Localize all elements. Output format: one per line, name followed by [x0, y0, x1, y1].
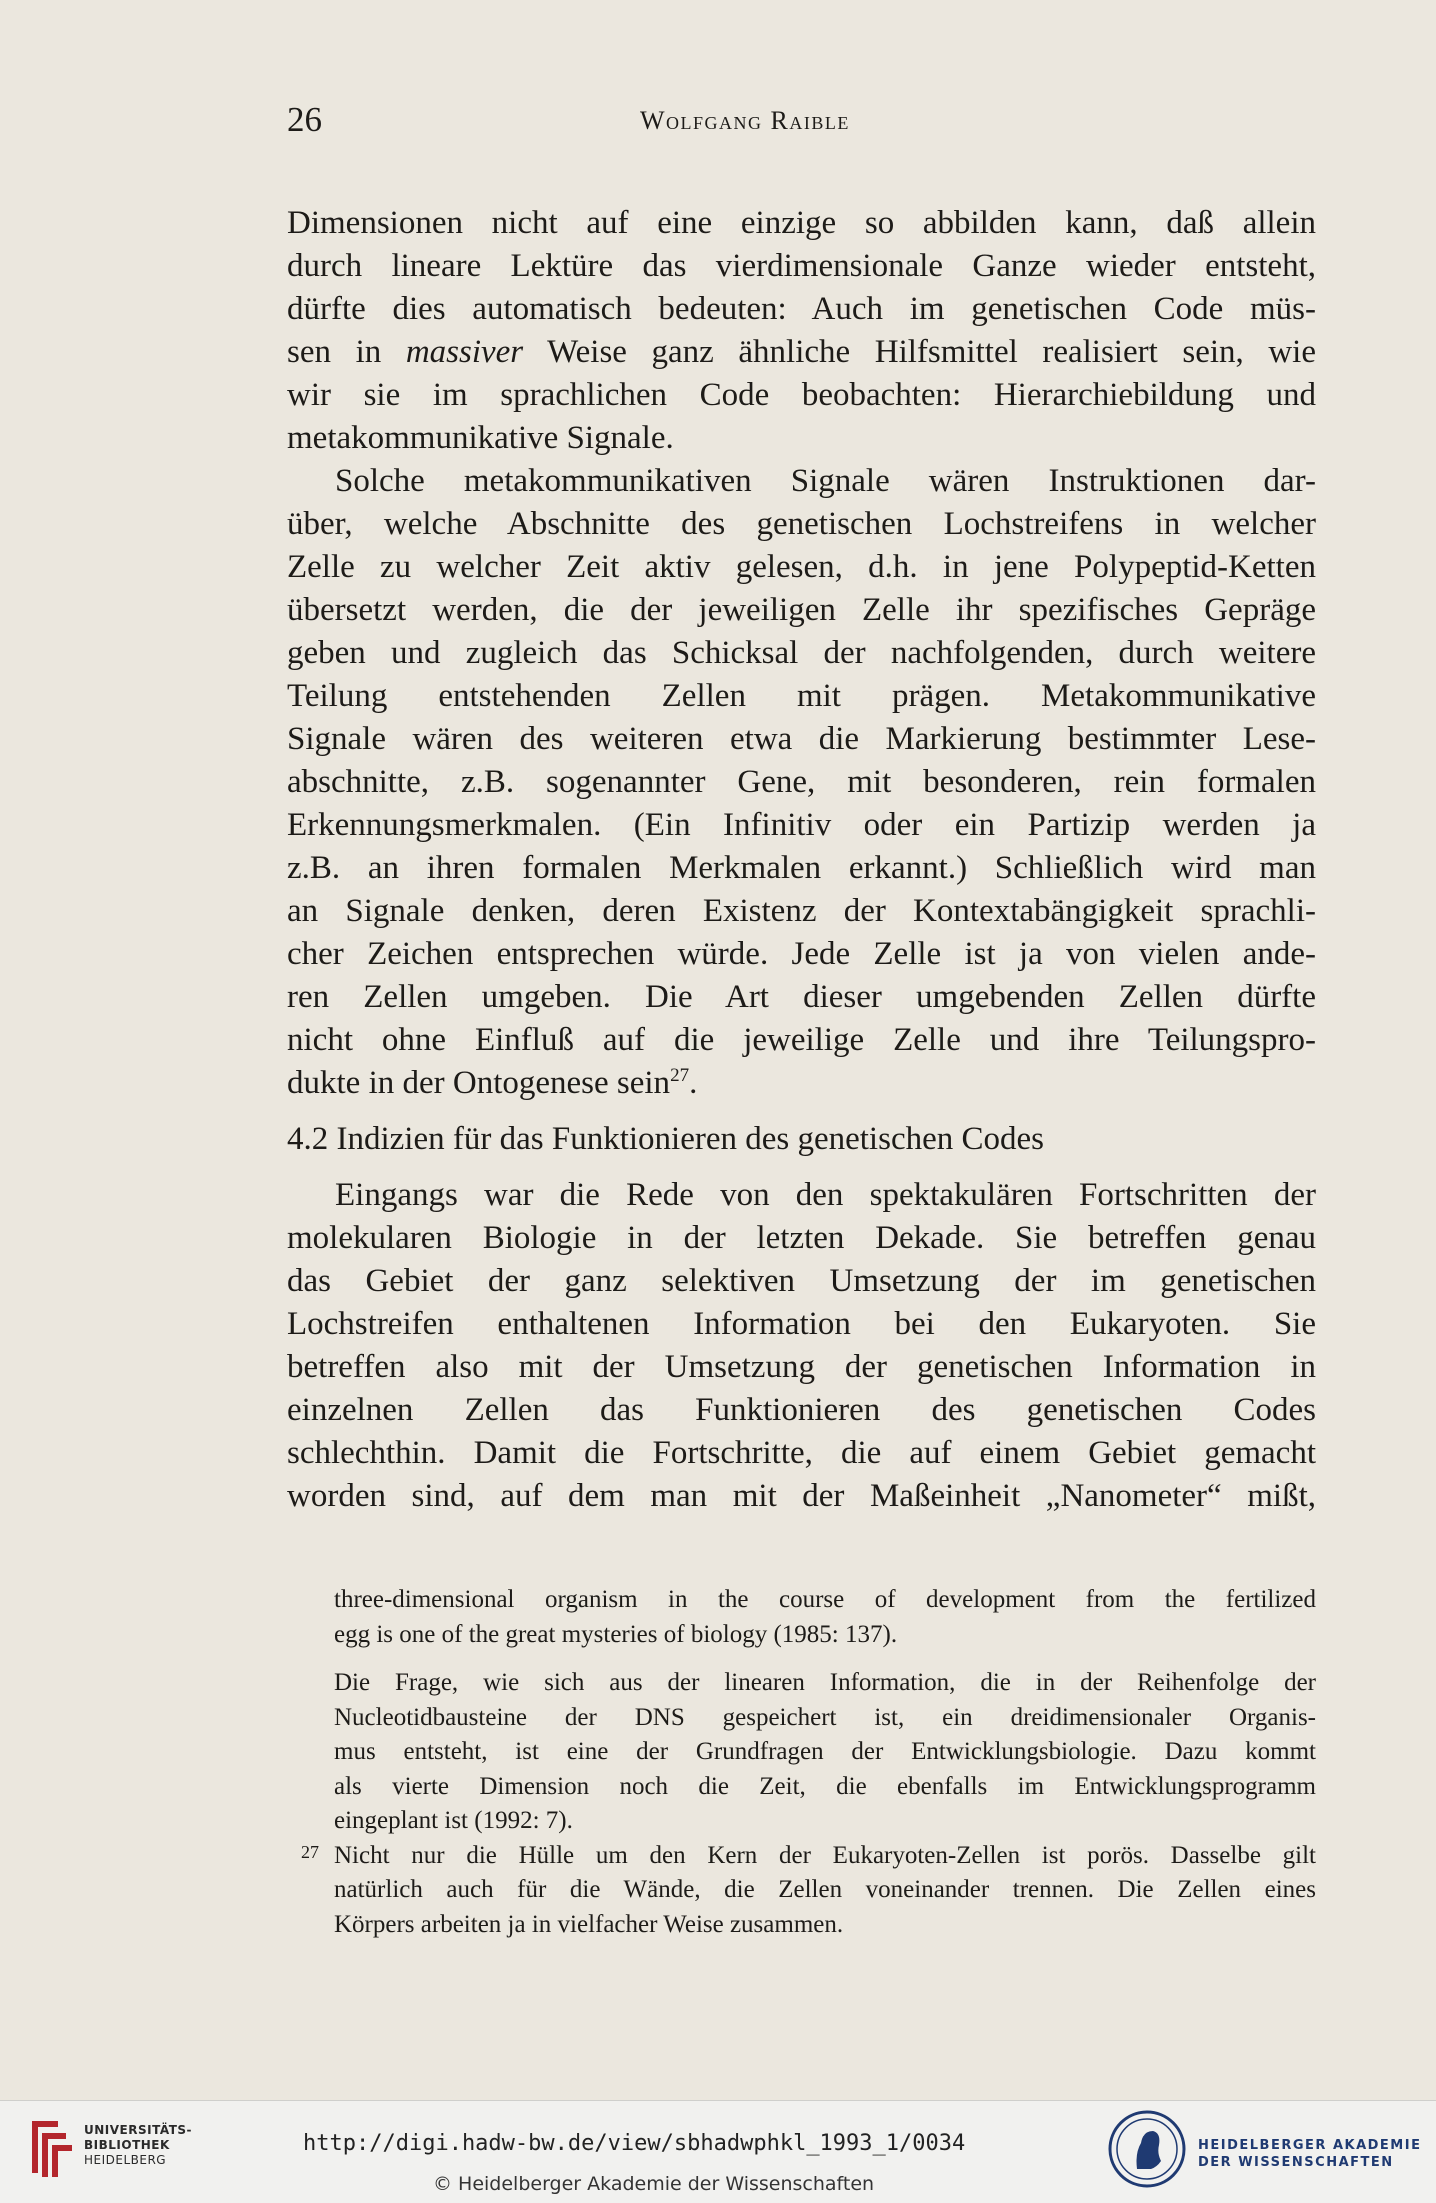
copyright-notice: © Heidelberger Akademie der Wissenschaften [433, 2173, 875, 2195]
permalink-url[interactable]: http://digi.hadw-bw.de/view/sbhadwphkl_1993_1/0034 [303, 2131, 966, 2156]
text-line: Teilung entstehenden Zellen mit prägen. Metakommunikative [287, 678, 1316, 714]
library-name-line: BIBLIOTHEK [84, 2138, 170, 2152]
text-line: ren Zellen umgeben. Die Art dieser umgebenden Zellen dürfte [287, 979, 1316, 1015]
academy-name-line: HEIDELBERGER AKADEMIE [1198, 2138, 1422, 2153]
text-line: übersetzt werden, die der jeweiligen Zelle ihr spezifisches Gepräge [287, 592, 1316, 628]
text-line: über, welche Abschnitte des genetischen Lochstreifens in welcher [287, 506, 1316, 542]
footnote-line: Die Frage, wie sich aus der linearen Information, die in der Reihenfolge der [334, 1669, 1316, 1696]
text-fragment: dukte in der Ontogenese sein [287, 1065, 671, 1101]
text-line [287, 1062, 1316, 1105]
page-header [287, 100, 1316, 150]
footnotes [287, 1583, 1316, 1942]
text-line: dürfte dies automatisch bedeuten: Auch im genetischen Code müs- [287, 291, 1316, 327]
text-line: betreffen also mit der Umsetzung der genetischen Information in [287, 1349, 1316, 1385]
text-line [287, 331, 1316, 374]
footnote-line: Nicht nur die Hülle um den Kern der Eukaryoten-Zellen ist porös. Dasselbe gilt [334, 1841, 1316, 1869]
library-name-line: HEIDELBERG [84, 2153, 167, 2167]
library-name-line: UNIVERSITÄTS- [84, 2123, 193, 2137]
text-line: cher Zeichen entsprechen würde. Jede Zelle ist ja von vielen ande- [287, 936, 1316, 972]
footnote-line: mus entsteht, ist eine der Grundfragen der Entwicklungsbiologie. Dazu kommt [334, 1738, 1316, 1765]
text-line: metakommunikative Signale. [287, 420, 674, 456]
text-line: abschnitte, z.B. sogenannter Gene, mit besonderen, rein formalen [287, 764, 1316, 800]
text-line: z.B. an ihren formalen Merkmalen erkannt.) Schließlich wird man [287, 850, 1316, 886]
footnote-german-quote [287, 1666, 1316, 1839]
academy-name [1198, 2137, 1421, 2171]
text-line: durch lineare Lektüre das vierdimensionale Ganze wieder entsteht, [287, 248, 1316, 284]
library-name [84, 2123, 192, 2168]
footnote-line: natürlich auch für die Wände, die Zellen voneinander trennen. Die Zellen eines [334, 1876, 1316, 1903]
text-line: einzelnen Zellen das Funktionieren des genetischen Codes [287, 1392, 1316, 1428]
footnote-reference[interactable]: 27 [670, 1065, 690, 1086]
text-line: Lochstreifen enthaltenen Information bei den Eukaryoten. Sie [287, 1306, 1316, 1342]
footnote-line: eingeplant ist (1992: 7). [334, 1807, 573, 1834]
text-line: geben und zugleich das Schicksal der nachfolgenden, durch weitere [287, 635, 1316, 671]
text-line: Erkennungsmerkmalen. (Ein Infinitiv oder ein Partizip werden ja [287, 807, 1316, 843]
running-head: Wolfgang Raible [640, 106, 850, 135]
text-line: worden sind, auf dem man mit der Maßeinheit „Nanometer“ mißt, [287, 1478, 1316, 1514]
academy-name-line: DER WISSENSCHAFTEN [1198, 2155, 1394, 2170]
text-line: Solche metakommunikativen Signale wären Instruktionen dar- [335, 463, 1316, 499]
footnote-marker: 27 [301, 1841, 319, 1862]
text-line: schlechthin. Damit die Fortschritte, die auf einem Gebiet gemacht [287, 1435, 1316, 1471]
text-line: Eingangs war die Rede von den spektakulären Fortschritten der [335, 1177, 1316, 1213]
text-line: molekularen Biologie in der letzten Dekade. Sie betreffen genau [287, 1220, 1316, 1256]
italic-word: massiver [405, 334, 524, 370]
text-line: Zelle zu welcher Zeit aktiv gelesen, d.h. in jene Polypeptid-Ketten [287, 549, 1316, 585]
footnote-line: Körpers arbeiten ja in vielfacher Weise zusammen. [334, 1910, 844, 1938]
text-line: nicht ohne Einfluß auf die jeweilige Zelle und ihre Teilungspro- [287, 1022, 1316, 1058]
text-fragment: sen in [287, 334, 406, 370]
library-logo-icon[interactable] [28, 2115, 74, 2179]
page-number: 26 [287, 100, 322, 139]
footnote-line: three-dimensional organism in the course of development from the fertilized [334, 1586, 1316, 1613]
text-fragment: . [689, 1065, 698, 1101]
text-line: an Signale denken, deren Existenz der Kontextabängigkeit sprachli- [287, 893, 1316, 929]
text-line: Signale wären des weiteren etwa die Markierung bestimmter Lese- [287, 721, 1316, 757]
academy-seal-icon[interactable] [1107, 2109, 1187, 2189]
footnote-line: als vierte Dimension noch die Zeit, die ebenfalls im Entwicklungsprogramm [334, 1772, 1316, 1800]
text-line: das Gebiet der ganz selektiven Umsetzung der im genetischen [287, 1263, 1316, 1299]
section-heading: 4.2 Indizien für das Funktionieren des genetischen Codes [287, 1121, 1044, 1157]
footnote-line: egg is one of the great mysteries of biology (1985: 137). [334, 1620, 898, 1648]
text-line: Dimensionen nicht auf eine einzige so abbilden kann, daß allein [287, 205, 1316, 241]
main-text [287, 202, 1316, 1518]
text-fragment: Weise ganz ähnliche Hilfsmittel realisiert sein, wie [523, 334, 1316, 370]
footnote-27 [287, 1839, 1316, 1943]
viewer-footer [0, 2100, 1436, 2203]
footnote-continued-quote [287, 1583, 1316, 1652]
footnote-line: Nucleotidbausteine der DNS gespeichert ist, ein dreidimensionaler Organis- [334, 1703, 1316, 1731]
text-line: wir sie im sprachlichen Code beobachten: Hierarchiebildung und [287, 377, 1316, 413]
